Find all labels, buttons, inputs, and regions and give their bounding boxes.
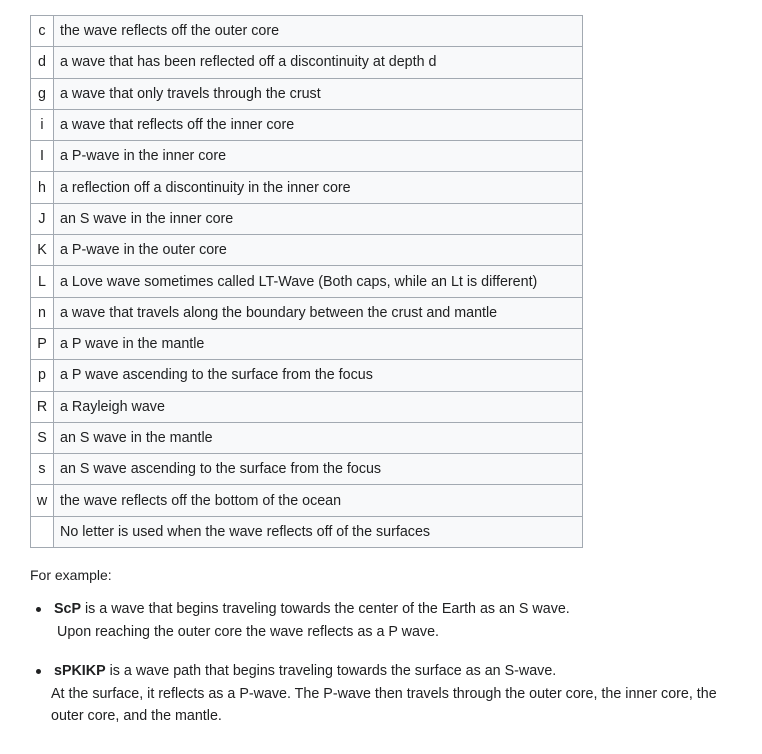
table-row — [31, 109, 583, 140]
table-row — [31, 266, 583, 297]
wave-description-cell: an S wave ascending to the surface from the focus — [54, 454, 583, 485]
wave-symbol-cell: s — [31, 454, 54, 485]
wave-symbol-cell: L — [31, 266, 54, 297]
wave-symbol-cell: S — [31, 422, 54, 453]
wave-symbol-cell: p — [31, 360, 54, 391]
wave-description-cell: No letter is used when the wave reflects off of the surfaces — [54, 516, 583, 547]
example-intro: For example: — [30, 567, 112, 583]
wave-symbol-cell: g — [31, 78, 54, 109]
wave-symbol-cell: d — [31, 47, 54, 78]
wave-symbol-cell — [31, 516, 54, 547]
wave-description-cell: an S wave in the inner core — [54, 203, 583, 234]
example-list — [30, 598, 751, 728]
table-row — [31, 141, 583, 172]
wave-symbol-cell: c — [31, 16, 54, 47]
wave-description-cell: a P wave ascending to the surface from the focus — [54, 360, 583, 391]
wave-symbol-cell: J — [31, 203, 54, 234]
wave-symbol-cell: R — [31, 391, 54, 422]
bullet-icon — [36, 669, 41, 674]
wave-symbol-cell: P — [31, 328, 54, 359]
list-item — [54, 598, 751, 643]
wave-description-cell: a reflection off a discontinuity in the inner core — [54, 172, 583, 203]
table-row — [31, 422, 583, 453]
wave-description-cell: a P wave in the mantle — [54, 328, 583, 359]
table-row — [31, 360, 583, 391]
table-body — [31, 16, 583, 548]
wave-code: sPKIKP — [54, 663, 106, 679]
wave-description-cell: a P-wave in the inner core — [54, 141, 583, 172]
table-row — [31, 328, 583, 359]
wave-description-cell: an S wave in the mantle — [54, 422, 583, 453]
wave-description-cell: the wave reflects off the outer core — [54, 16, 583, 47]
wave-symbol-cell: n — [31, 297, 54, 328]
table-row — [31, 47, 583, 78]
example-line-2: Upon reaching the outer core the wave reflects as a P wave. — [57, 623, 439, 640]
table-row — [31, 391, 583, 422]
table-row — [31, 172, 583, 203]
wave-description-cell: a Rayleigh wave — [54, 391, 583, 422]
wave-description-cell: the wave reflects off the bottom of the ocean — [54, 485, 583, 516]
wave-code: ScP — [54, 601, 82, 617]
table-row — [31, 235, 583, 266]
wave-description-cell: a wave that only travels through the crust — [54, 78, 583, 109]
table-row — [31, 203, 583, 234]
table-row — [31, 78, 583, 109]
table-row — [31, 516, 583, 547]
example-line-1: is a wave path that begins traveling towards the surface as an S-wave. — [105, 663, 557, 679]
wave-description-cell: a P-wave in the outer core — [54, 235, 583, 266]
wave-description-cell: a wave that reflects off the inner core — [54, 109, 583, 140]
table-row — [31, 297, 583, 328]
list-item — [51, 660, 751, 728]
wave-description-cell: a Love wave sometimes called LT-Wave (Both caps, while an Lt is different) — [54, 266, 583, 297]
wave-symbol-cell: I — [31, 141, 54, 172]
table-row — [31, 485, 583, 516]
wave-description-cell: a wave that travels along the boundary between the crust and mantle — [54, 297, 583, 328]
seismic-notation-table — [30, 15, 583, 548]
wave-symbol-cell: w — [31, 485, 54, 516]
table-row — [31, 454, 583, 485]
wave-description-cell: a wave that has been reflected off a discontinuity at depth d — [54, 47, 583, 78]
bullet-icon — [36, 607, 41, 612]
table-row — [31, 16, 583, 47]
wave-symbol-cell: i — [31, 109, 54, 140]
wave-symbol-cell: K — [31, 235, 54, 266]
example-line-1: is a wave that begins traveling towards the center of the Earth as an S wave. — [81, 601, 570, 617]
example-line-2: At the surface, it reflects as a P-wave. The P-wave then travels through the outer core, the inner core, the outer core, and the mantle. — [51, 685, 717, 724]
wave-symbol-cell: h — [31, 172, 54, 203]
